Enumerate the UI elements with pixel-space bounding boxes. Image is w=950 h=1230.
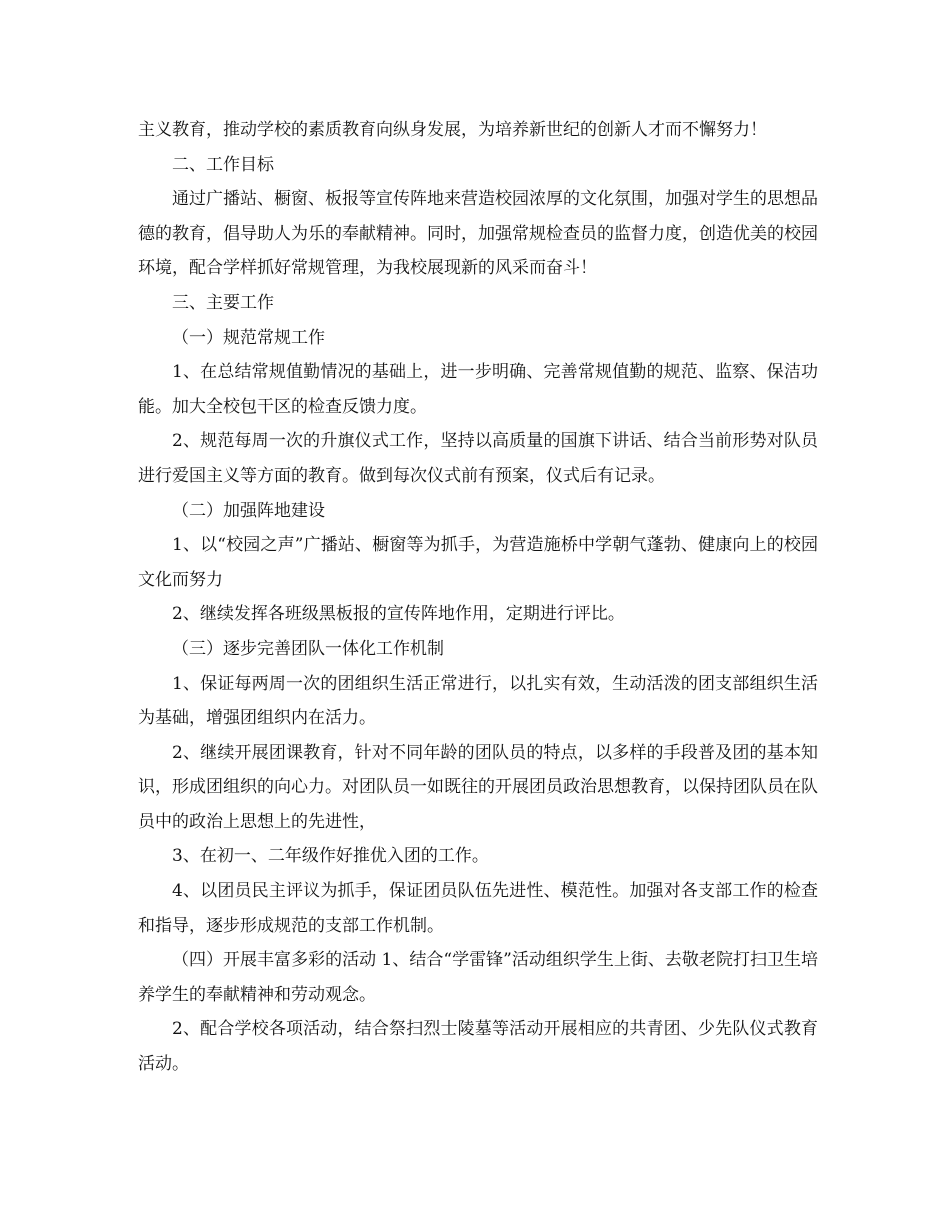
- paragraph-positions-1: 1、以“校园之声”广播站、橱窗等为抓手，为营造施桥中学朝气蓬勃、健康向上的校园文化而努力: [138, 535, 818, 590]
- paragraph-positions-2: 2、继续发挥各班级黑板报的宣传阵地作用，定期进行评比。: [172, 604, 625, 625]
- paragraph-routine-1: 1、在总结常规值勤情况的基础上，进一步明确、完善常规值勤的规范、监察、保洁功能。加大全校包干区的检查反馈力度。: [138, 362, 818, 417]
- subsection-heading-positions: （二）加强阵地建设: [172, 500, 325, 521]
- subsection-heading-mechanism: （三）逐步完善团队一体化工作机制: [172, 638, 444, 659]
- paragraph-routine-2: 2、规范每周一次的升旗仪式工作，坚持以高质量的国旗下讲话、结合当前形势对队员进行爱国主义等方面的教育。做到每次仪式前有预案，仪式后有记录。: [138, 431, 818, 486]
- paragraph-mechanism-2: 2、继续开展团课教育，针对不同年龄的团队员的特点，以多样的手段普及团的基本知识，形成团组织的向心力。对团队员一如既往的开展团员政治思想教育，以保持团队员在队员中的政治上思想上的先进性，: [138, 742, 818, 832]
- paragraph-activities-2: 2、配合学校各项活动，结合祭扫烈士陵墓等活动开展相应的共青团、少先队仪式教育活动。: [138, 1019, 818, 1075]
- paragraph-continuation: 主义教育，推动学校的素质教育向纵身发展，为培养新世纪的创新人才而不懈努力！: [138, 120, 767, 140]
- paragraph-mechanism-4: 4、以团员民主评议为抓手，保证团员队伍先进性、模范性。加强对各支部工作的检查和指导，逐步形成规范的支部工作机制。: [138, 881, 818, 936]
- subsection-heading-routine: （一）规范常规工作: [172, 327, 325, 348]
- paragraph-mechanism-3: 3、在初一、二年级作好推优入团的工作。: [172, 846, 489, 867]
- paragraph-goals: 通过广播站、橱窗、板报等宣传阵地来营造校园浓厚的文化氛围，加强对学生的思想品德的教育，倡导助人为乐的奉献精神。同时，加强常规检查员的监督力度，创造优美的校园环境，配合学样抓好常规管理，为我校展现新的风采而奋斗！: [138, 189, 818, 279]
- paragraph-activities-1: （四）开展丰富多彩的活动 1、结合“学雷锋”活动组织学生上街、去敬老院打扫卫生培养学生的奉献精神和劳动观念。: [138, 950, 818, 1005]
- section-heading-goals: 二、工作目标: [172, 154, 274, 175]
- paragraph-mechanism-1: 1、保证每两周一次的团组织生活正常进行，以扎实有效，生动活泼的团支部组织生活为基础，增强团组织内在活力。: [138, 673, 818, 729]
- section-heading-main-work: 三、主要工作: [172, 292, 274, 313]
- document-page: [138, 113, 818, 1082]
